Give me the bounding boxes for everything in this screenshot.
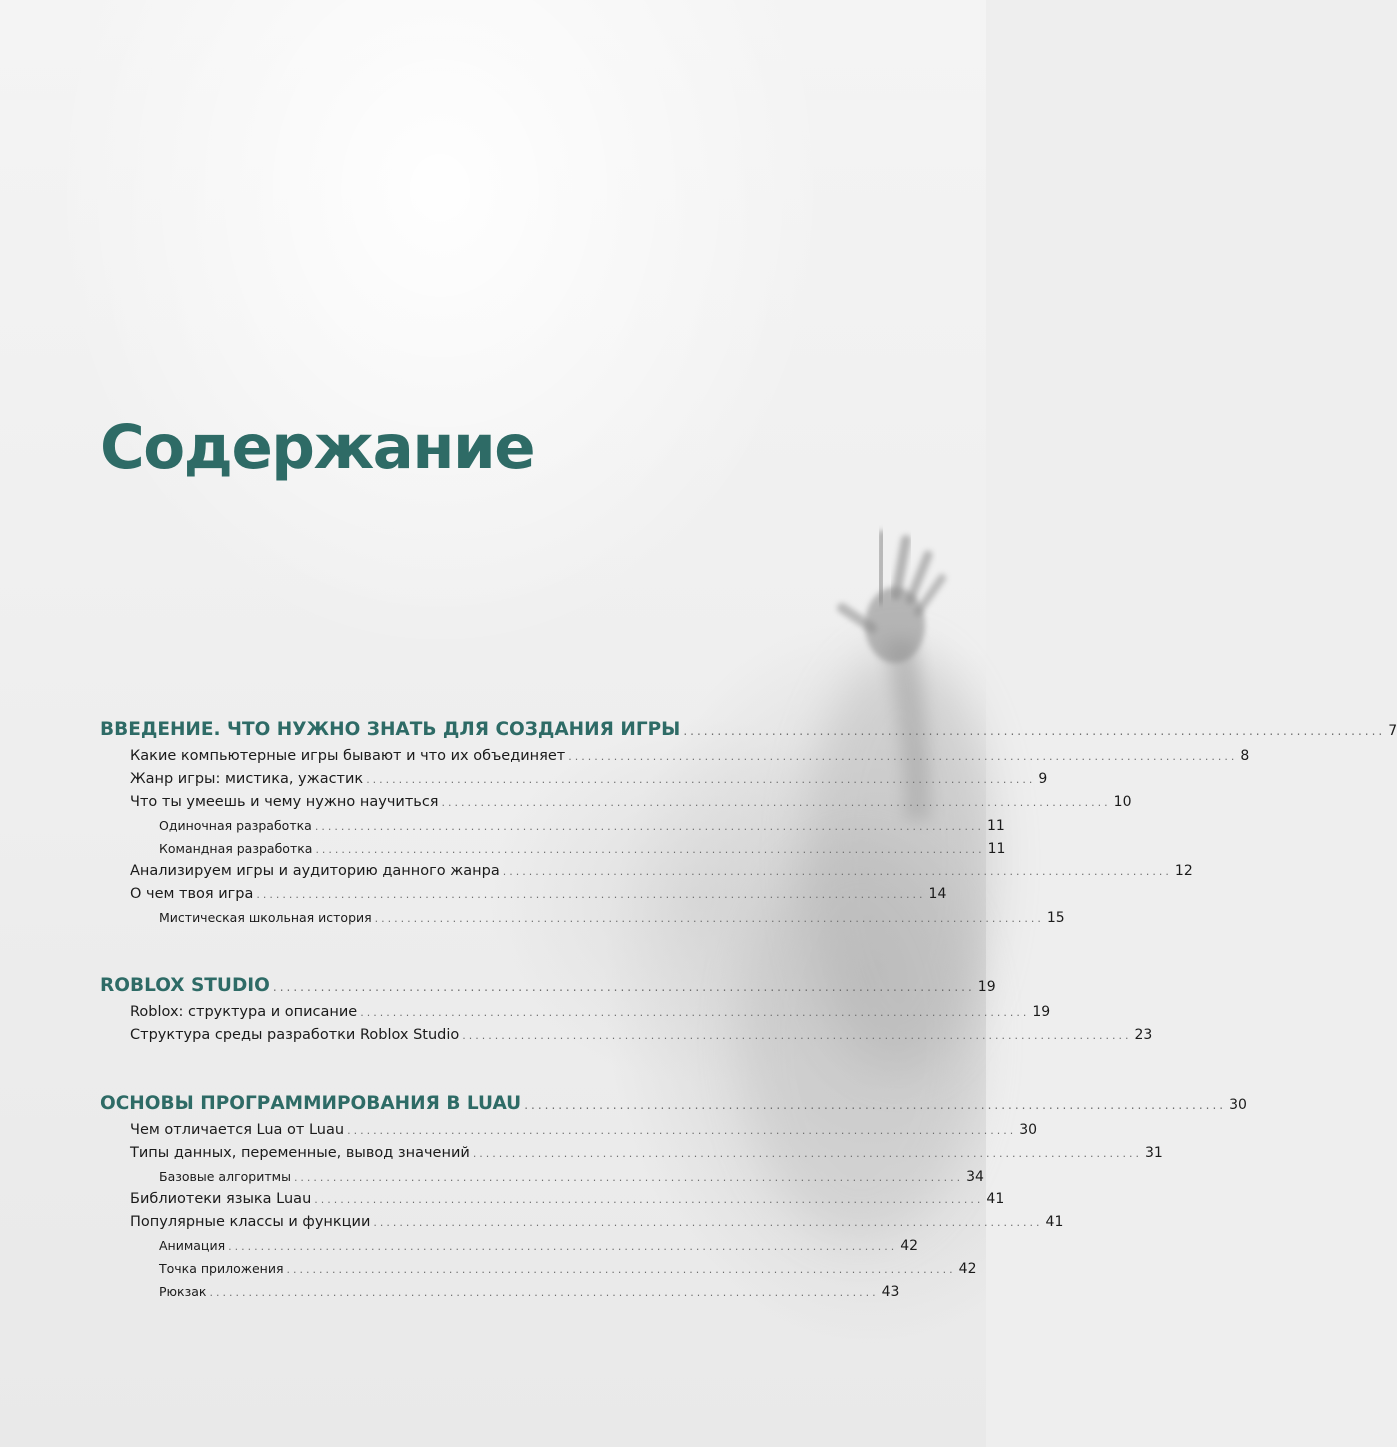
dot-leader: ....................................................................................................... [314, 1193, 984, 1206]
dot-leader: ....................................................................................................... [272, 980, 975, 994]
dot-leader: ....................................................................................................... [256, 888, 926, 901]
toc-entry-label: Что ты умеешь и чему нужно научиться [130, 794, 439, 810]
dot-leader: ....................................................................................................... [314, 820, 984, 833]
toc-page-number: 11 [987, 841, 1006, 857]
toc-page-number: 41 [986, 1191, 1005, 1207]
toc-heading[interactable] [100, 1089, 1247, 1119]
toc-entry[interactable] [100, 768, 1048, 791]
dot-leader: ....................................................................................................... [209, 1286, 879, 1299]
toc-entry-label: Рюкзак [159, 1284, 207, 1299]
toc-subentry[interactable] [100, 837, 1006, 860]
toc-entry-label: Точка приложения [159, 1261, 284, 1276]
dot-leader: ....................................................................................................... [360, 1006, 1030, 1019]
toc-entry-label: Базовые алгоритмы [159, 1169, 291, 1184]
dot-leader: ....................................................................................................... [683, 724, 1386, 738]
toc-entry-label: Roblox: структура и описание [130, 1004, 358, 1020]
page-title: Содержание [100, 412, 535, 483]
dot-leader: ....................................................................................................... [502, 865, 1172, 878]
toc-entry[interactable] [100, 745, 1250, 768]
toc-entry-label: Библиотеки языка Luau [130, 1191, 312, 1207]
toc-entry-label: Анализируем игры и аудиторию данного жанра [130, 863, 500, 879]
dot-leader: ....................................................................................................... [228, 1240, 898, 1253]
toc-page-number: 31 [1144, 1145, 1163, 1161]
toc-section-luau-basics [100, 1089, 1247, 1303]
toc-subentry[interactable] [100, 1257, 977, 1280]
dot-leader: ....................................................................................................... [366, 773, 1036, 786]
dot-leader: ....................................................................................................... [568, 750, 1238, 763]
toc-subentry[interactable] [100, 814, 1005, 837]
toc-page-number: 19 [977, 979, 996, 995]
toc-subentry[interactable] [100, 1280, 900, 1303]
toc-page-number: 10 [1113, 794, 1132, 810]
dot-leader: ....................................................................................................... [293, 1171, 964, 1184]
toc-entry[interactable] [100, 1119, 1038, 1142]
toc-page-number: 9 [1038, 771, 1048, 787]
toc-entry-label: Типы данных, переменные, вывод значений [130, 1145, 470, 1161]
dot-leader: ....................................................................................................... [347, 1124, 1017, 1137]
dot-leader: ....................................................................................................... [441, 796, 1111, 809]
dot-leader: ....................................................................................................... [472, 1147, 1142, 1160]
toc-page-number: 12 [1174, 863, 1193, 879]
toc-entry-label: Одиночная разработка [159, 818, 312, 833]
dot-leader: ....................................................................................................... [315, 843, 985, 856]
toc-entry-label: Жанр игры: мистика, ужастик [130, 771, 364, 787]
toc-heading-label: ROBLOX STUDIO [100, 975, 270, 996]
toc-page-number: 30 [1019, 1122, 1038, 1138]
toc-heading[interactable] [100, 715, 1397, 745]
dot-leader: ....................................................................................................... [524, 1098, 1227, 1112]
toc-page-number: 43 [881, 1284, 900, 1300]
toc-page-number: 8 [1240, 748, 1250, 764]
toc-entry[interactable] [100, 1142, 1163, 1165]
dot-leader: ....................................................................................................... [286, 1263, 956, 1276]
toc-entry-label: Какие компьютерные игры бывают и что их объединяет [130, 748, 566, 764]
toc-page-number: 30 [1229, 1097, 1247, 1113]
toc-heading[interactable] [100, 971, 996, 1001]
toc-heading-label: ОСНОВЫ ПРОГРАММИРОВАНИЯ В LUAU [100, 1093, 522, 1114]
toc-page-number: 15 [1046, 910, 1065, 926]
toc-entry[interactable] [100, 1024, 1153, 1047]
dot-leader: ....................................................................................................... [374, 912, 1044, 925]
toc-entry-label: Мистическая школьная история [159, 910, 372, 925]
toc-entry-label: Популярные классы и функции [130, 1214, 371, 1230]
toc-subentry[interactable] [100, 1234, 919, 1257]
toc-entry[interactable] [100, 1211, 1064, 1234]
toc-subentry[interactable] [100, 1165, 984, 1188]
toc-heading-label: ВВЕДЕНИЕ. ЧТО НУЖНО ЗНАТЬ ДЛЯ СОЗДАНИЯ ИГРЫ [100, 719, 681, 740]
toc-subentry[interactable] [100, 906, 1065, 929]
toc-page-number: 42 [958, 1261, 977, 1277]
toc-entry[interactable] [100, 791, 1132, 814]
toc-page-number: 41 [1045, 1214, 1064, 1230]
toc-page-number: 23 [1134, 1027, 1153, 1043]
toc-page-number: 11 [986, 818, 1005, 834]
toc-section-roblox-studio [100, 971, 1153, 1047]
toc-entry-label: Анимация [159, 1238, 226, 1253]
dot-leader: ....................................................................................................... [373, 1216, 1043, 1229]
toc-page-number: 42 [900, 1238, 919, 1254]
toc-entry[interactable] [100, 860, 1193, 883]
toc-entry[interactable] [100, 1188, 1005, 1211]
toc-page-number: 19 [1032, 1004, 1051, 1020]
toc-entry[interactable] [100, 1001, 1051, 1024]
toc-entry[interactable] [100, 883, 947, 906]
toc-page-number: 7 [1388, 723, 1397, 739]
toc-section-intro [100, 715, 1397, 929]
toc-page-number: 34 [966, 1169, 984, 1185]
toc-entry-label: О чем твоя игра [130, 886, 254, 902]
toc-entry-label: Командная разработка [159, 841, 313, 856]
dot-leader: ....................................................................................................... [462, 1029, 1132, 1042]
toc-entry-label: Чем отличается Lua от Luau [130, 1122, 345, 1138]
toc-entry-label: Структура среды разработки Roblox Studio [130, 1027, 460, 1043]
toc-page-number: 14 [928, 886, 947, 902]
